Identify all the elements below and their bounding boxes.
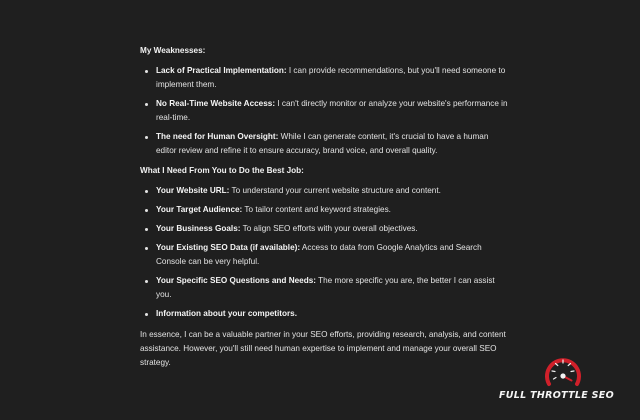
list-item <box>140 130 510 158</box>
summary-paragraph: In essence, I can be a valuable partner in your SEO efforts, providing research, analysis, and content assistance. However, you'll still need human expertise to implement and manage your overall SEO strategy. <box>140 330 506 367</box>
item-text: To tailor content and keyword strategies. <box>242 205 391 214</box>
item-term: The need for Human Oversight: <box>156 132 279 141</box>
item-term: No Real-Time Website Access: <box>156 99 276 108</box>
list-item <box>140 307 510 321</box>
item-term: Information about your competitors. <box>156 309 298 318</box>
list-item <box>140 241 510 269</box>
needs-list <box>140 184 510 321</box>
list-item <box>140 222 510 236</box>
item-term: Your Existing SEO Data (if available): <box>156 243 301 252</box>
item-text: While I can generate content, it's crucial to have a human editor review and refine it to ensure accuracy, brand voice, and overall quality. <box>156 132 489 155</box>
item-term: Your Business Goals: <box>156 224 241 233</box>
weaknesses-list <box>140 64 510 158</box>
needs-heading: What I Need From You to Do the Best Job: <box>140 166 304 175</box>
item-term: Lack of Practical Implementation: <box>156 66 287 75</box>
item-text: The more specific you are, the better I can assist you. <box>156 276 495 299</box>
item-text: Access to data from Google Analytics and Search Console can be very helpful. <box>156 243 482 266</box>
list-item <box>140 184 510 198</box>
list-item <box>140 203 510 217</box>
weaknesses-heading: My Weaknesses: <box>140 46 206 55</box>
list-item <box>140 274 510 302</box>
item-text: To align SEO efforts with your overall objectives. <box>240 224 418 233</box>
item-term: Your Website URL: <box>156 186 230 195</box>
item-text: To understand your current website structure and content. <box>229 186 441 195</box>
brand-name: FULL THROTTLE SEO <box>499 390 614 401</box>
item-text: I can provide recommendations, but you'll need someone to implement them. <box>156 66 506 89</box>
item-text: I can't directly monitor or analyze your website's performance in real-time. <box>156 99 508 122</box>
speedometer-icon <box>543 353 583 391</box>
list-item <box>140 97 510 125</box>
item-term: Your Target Audience: <box>156 205 243 214</box>
brand-logo <box>497 353 625 409</box>
list-item <box>140 64 510 92</box>
item-term: Your Specific SEO Questions and Needs: <box>156 276 316 285</box>
response-content <box>140 44 510 370</box>
